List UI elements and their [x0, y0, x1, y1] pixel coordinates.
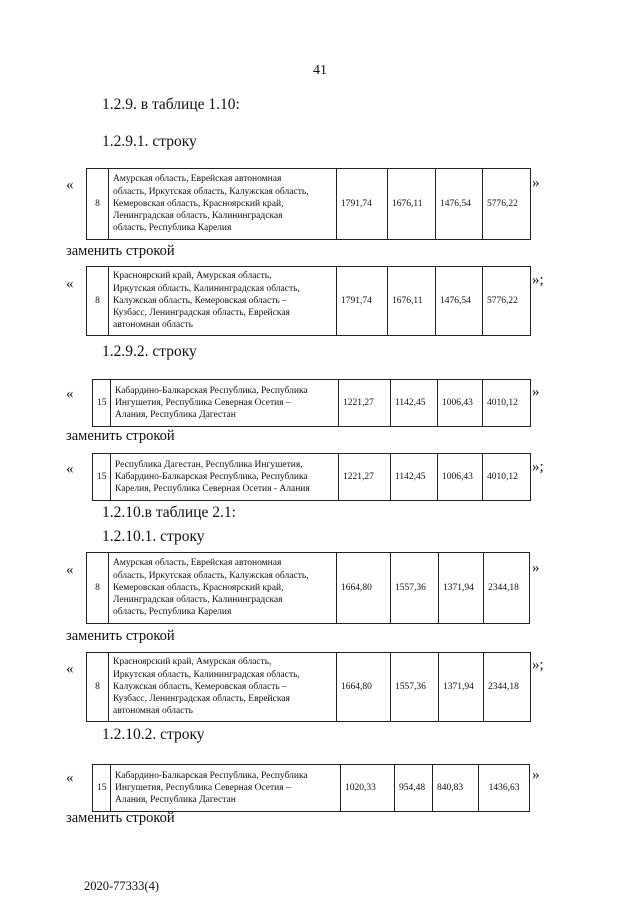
row-number: 8 — [87, 653, 109, 722]
value-cell: 1371,94 — [439, 553, 484, 624]
value-cell: 1664,80 — [337, 653, 391, 722]
value-cell: 4010,12 — [483, 380, 531, 427]
value-cell: 1476,54 — [436, 267, 483, 336]
quote-close: »; — [532, 272, 544, 288]
value-cell: 1221,27 — [339, 380, 391, 427]
table-row — [92, 453, 531, 501]
quote-close: » — [532, 175, 540, 191]
value-cell: 1791,74 — [337, 169, 388, 240]
quote-open: « — [66, 461, 74, 477]
value-cell: 1476,54 — [436, 169, 483, 240]
value-cell: 5776,22 — [483, 267, 531, 336]
regions-cell — [109, 553, 337, 624]
subsection-1-2-10-2: 1.2.10.2. строку — [102, 726, 205, 743]
quote-open: « — [66, 177, 74, 193]
regions-line: Амурская область, Еврейская автономная — [113, 558, 282, 569]
regions-line: Красноярский край, Амурская область, — [113, 271, 272, 282]
value-cell: 1221,27 — [339, 454, 391, 501]
replace-label: заменить строкой — [66, 243, 175, 259]
row-number: 15 — [93, 765, 111, 812]
regions-line: Ленинградская область, Калининградская — [113, 595, 283, 606]
quote-close: »; — [532, 459, 544, 475]
regions-line: Иркутская область, Калининградская область, — [113, 283, 300, 294]
value-cell: 2344,18 — [484, 653, 531, 722]
row-number: 15 — [93, 454, 111, 501]
page-number: 41 — [313, 63, 327, 78]
regions-line: Калужская область, Кемеровская область – — [113, 295, 287, 306]
quote-open: « — [66, 562, 74, 578]
replace-label: заменить строкой — [66, 810, 175, 826]
subsection-1-2-9-2: 1.2.9.2. строку — [102, 343, 197, 360]
regions-line: область, Республика Карелия — [113, 607, 232, 618]
regions-line: Кузбасс, Ленинградская область, Еврейская — [113, 694, 290, 705]
table-row — [86, 652, 531, 722]
value-cell: 1006,43 — [438, 454, 483, 501]
value-cell: 1006,43 — [438, 380, 483, 427]
regions-line: Кабардино-Балкарская Республика, Республика — [115, 471, 308, 482]
regions-line: автономная область — [113, 706, 193, 717]
quote-close: »; — [532, 657, 544, 673]
regions-line: Кемеровская область, Красноярский край, — [113, 582, 284, 593]
regions-line: Кабардино-Балкарская Республика, Республика — [115, 385, 308, 396]
value-cell: 1436,63 — [479, 765, 530, 812]
quote-open: « — [66, 770, 74, 786]
regions-line: Иркутская область, Калининградская область, — [113, 669, 300, 680]
regions-cell — [109, 653, 337, 722]
value-cell: 1676,11 — [388, 267, 436, 336]
regions-cell — [109, 169, 337, 240]
row-number: 8 — [87, 553, 109, 624]
regions-line: Калужская область, Кемеровская область – — [113, 681, 287, 692]
regions-line: Карелия, Республика Северная Осетия - Алания — [115, 484, 310, 495]
value-cell: 954,48 — [395, 765, 433, 812]
regions-line: Ингушетия, Республика Северная Осетия – — [115, 782, 291, 793]
subsection-1-2-9-1: 1.2.9.1. строку — [102, 133, 197, 150]
regions-line: Кузбасс, Ленинградская область, Еврейская — [113, 308, 290, 319]
regions-cell — [111, 765, 341, 812]
regions-line: Красноярский край, Амурская область, — [113, 657, 272, 668]
regions-line: автономная область — [113, 320, 193, 331]
regions-line: Ингушетия, Республика Северная Осетия – — [115, 397, 291, 408]
replace-label: заменить строкой — [66, 628, 175, 644]
quote-close: » — [532, 767, 540, 783]
value-cell: 1676,11 — [388, 169, 436, 240]
quote-close: » — [532, 560, 540, 576]
regions-line: область, Иркутская область, Калужская область, — [113, 570, 309, 581]
regions-line: Амурская область, Еврейская автономная — [113, 174, 282, 185]
table-row — [86, 168, 531, 240]
value-cell: 1557,36 — [391, 653, 439, 722]
quote-open: « — [66, 661, 74, 677]
value-cell: 840,83 — [433, 765, 479, 812]
regions-line: Республика Дагестан, Республика Ингушетия, — [115, 459, 303, 470]
value-cell: 2344,18 — [484, 553, 530, 624]
value-cell: 1020,33 — [341, 765, 395, 812]
row-number: 15 — [93, 380, 111, 427]
table-row — [86, 552, 530, 624]
regions-cell — [111, 454, 339, 501]
table-row — [92, 764, 530, 812]
value-cell: 1142,45 — [391, 454, 438, 501]
value-cell: 1664,80 — [337, 553, 391, 624]
replace-label: заменить строкой — [66, 428, 175, 444]
section-heading-1-2-10: 1.2.10.в таблице 2.1: — [102, 504, 236, 521]
value-cell: 1791,74 — [337, 267, 388, 336]
value-cell: 5776,22 — [483, 169, 531, 240]
regions-line: Алания, Республика Дагестан — [115, 795, 236, 806]
regions-line: Алания, Республика Дагестан — [115, 410, 236, 421]
regions-line: область, Иркутская область, Калужская область, — [113, 186, 309, 197]
document-code: 2020-77333(4) — [84, 879, 159, 893]
regions-cell — [109, 267, 337, 336]
section-heading-1-2-9: 1.2.9. в таблице 1.10: — [102, 96, 240, 113]
quote-open: « — [66, 386, 74, 402]
regions-line: Ленинградская область, Калининградская — [113, 211, 283, 222]
quote-close: » — [532, 384, 540, 400]
value-cell: 1142,45 — [391, 380, 438, 427]
value-cell: 1557,36 — [391, 553, 439, 624]
row-number: 8 — [87, 169, 109, 240]
regions-line: Кабардино-Балкарская Республика, Республика — [115, 770, 308, 781]
row-number: 8 — [87, 267, 109, 336]
table-row — [92, 379, 531, 427]
value-cell: 4010,12 — [483, 454, 531, 501]
regions-cell — [111, 380, 339, 427]
regions-line: область, Республика Карелия — [113, 223, 232, 234]
table-row — [86, 266, 531, 336]
subsection-1-2-10-1: 1.2.10.1. строку — [102, 528, 205, 545]
value-cell: 1371,94 — [439, 653, 484, 722]
regions-line: Кемеровская область, Красноярский край, — [113, 198, 284, 209]
quote-open: « — [66, 276, 74, 292]
